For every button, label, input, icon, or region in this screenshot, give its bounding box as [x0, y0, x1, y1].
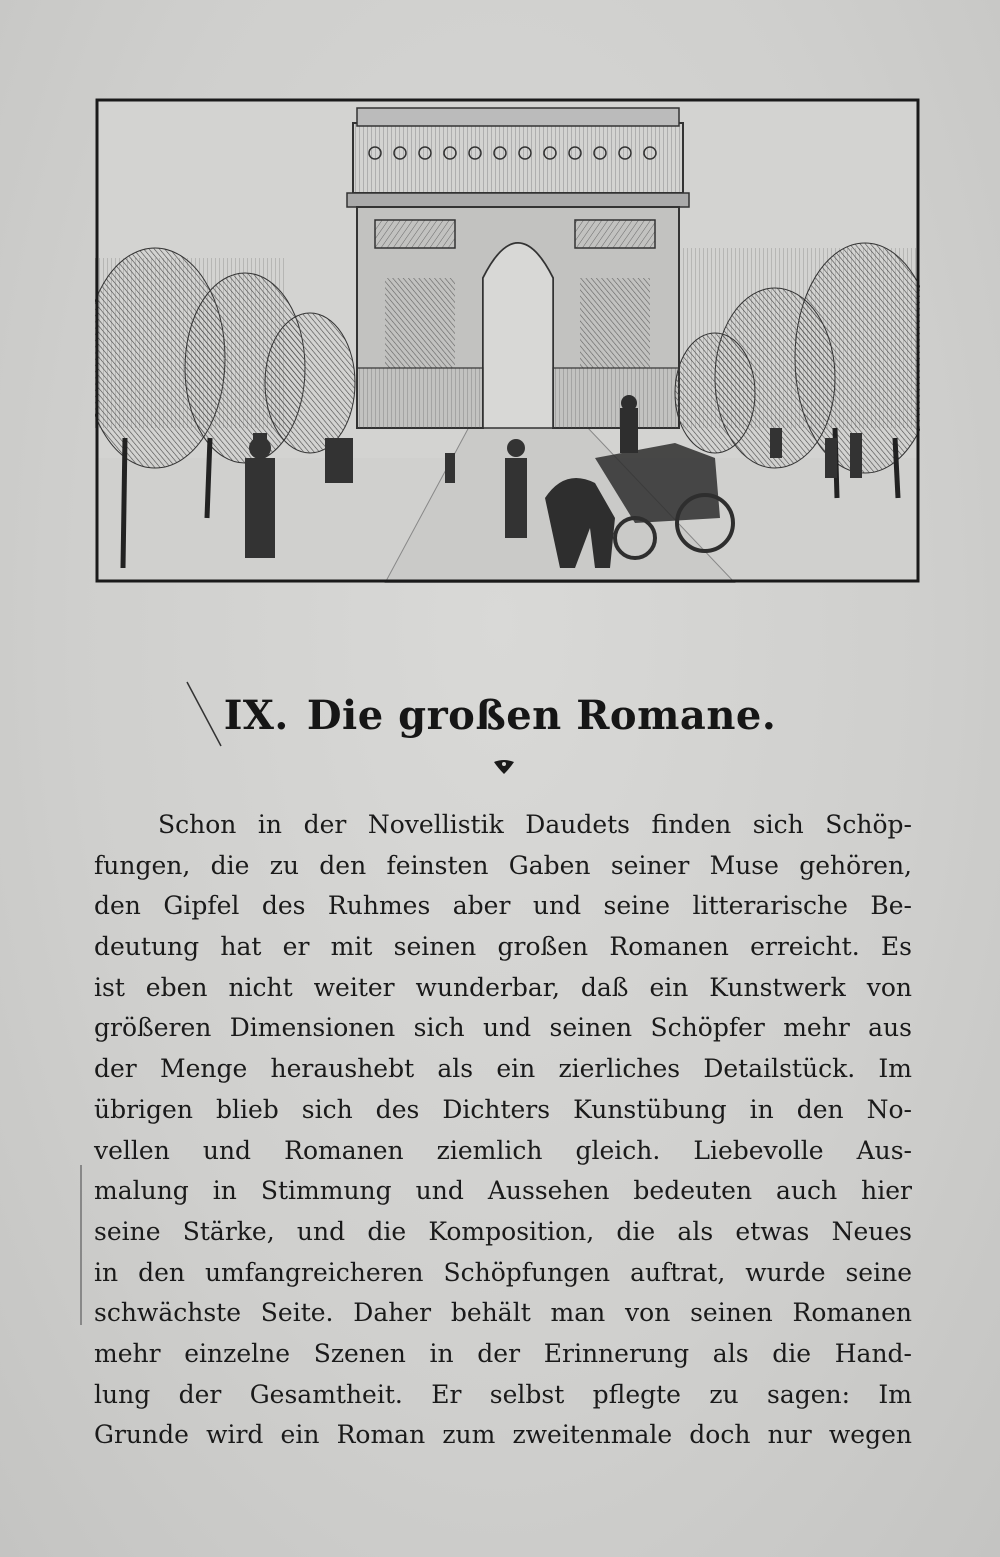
text-line: vellen und Romanen ziemlich gleich. Liebevolle Aus- — [94, 1135, 912, 1165]
chapter-body-text — [94, 805, 912, 1456]
text-line: malung in Stimmung und Aussehen bedeuten auch hier — [94, 1176, 912, 1206]
text-line: größeren Dimensionen sich und seinen Schöpfer mehr aus — [94, 1013, 912, 1043]
text-line: ist eben nicht weiter wunderbar, daß ein Kunstwerk von — [94, 972, 912, 1002]
text-line: fungen, die zu den feinsten Gaben seiner Muse gehören, — [94, 850, 912, 880]
text-line: schwächste Seite. Daher behält man von seinen Romanen — [94, 1298, 912, 1328]
text-line: übrigen blieb sich des Dichters Kunstübung in den No- — [94, 1094, 912, 1124]
arch-structure — [347, 108, 689, 428]
text-line: Grunde wird ein Roman zum zweitenmale doch nur wegen — [94, 1420, 912, 1450]
chapter-number: IX. — [223, 692, 289, 739]
text-line: in den umfangreicheren Schöpfungen auftrat, wurde seine — [94, 1257, 912, 1287]
text-line: den Gipfel des Ruhmes aber und seine litterarische Be- — [94, 891, 912, 921]
margin-bar — [80, 1165, 88, 1325]
chapter-title: Die großen Romane. — [306, 692, 777, 739]
fleuron-icon — [492, 758, 516, 776]
text-line: der Menge heraushebt als ein zierliches Detailstück. Im — [94, 1054, 912, 1084]
text-line: mehr einzelne Szenen in der Erinnerung als die Hand- — [94, 1338, 912, 1368]
text-line: lung der Gesamtheit. Er selbst pflegte zu sagen: Im — [94, 1379, 912, 1409]
chapter-heading — [0, 692, 1000, 739]
text-line: seine Stärke, und die Komposition, die als etwas Neues — [94, 1216, 912, 1246]
arc-de-triomphe-illustration — [95, 98, 920, 583]
text-line: Schon in der Novellistik Daudets finden sich Schöp- — [158, 810, 912, 839]
text-line: deutung hat er mit seinen großen Romanen erreicht. Es — [94, 932, 912, 962]
